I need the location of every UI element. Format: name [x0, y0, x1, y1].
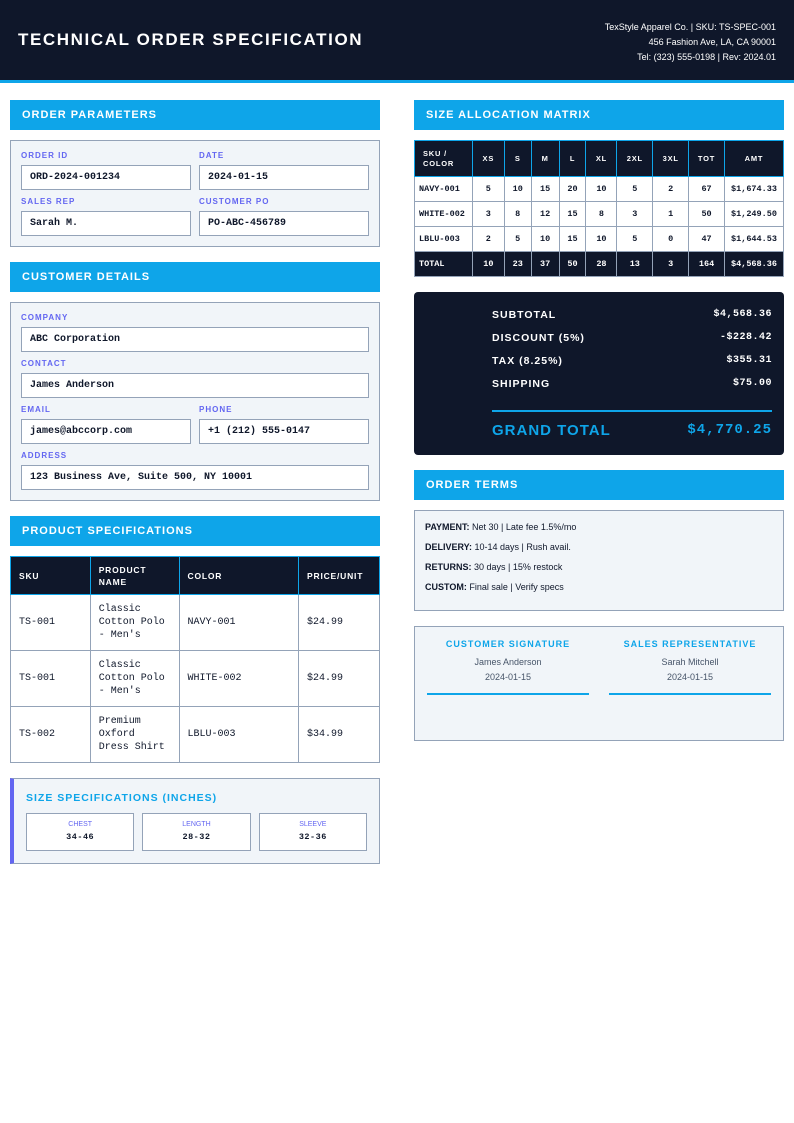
product-specs-header: PRODUCT SPECIFICATIONS: [10, 516, 380, 546]
amount-cell: $1,674.33: [725, 177, 784, 202]
signer-name: Sarah Mitchell: [661, 657, 719, 667]
column-header: PRICE/UNIT: [299, 557, 380, 595]
sku-color-cell: WHITE-002: [415, 202, 473, 227]
sales-rep-field: [21, 197, 191, 236]
table-row: [11, 707, 380, 763]
qty-cell: 50: [559, 252, 586, 277]
qty-cell: 8: [504, 202, 531, 227]
company-value[interactable]: ABC Corporation: [21, 327, 369, 352]
size-spec-chest: [26, 813, 134, 851]
column-header: L: [559, 141, 586, 177]
column-header: M: [531, 141, 559, 177]
grand-total-label: GRAND TOTAL: [492, 422, 611, 439]
column-header: S: [504, 141, 531, 177]
term-payment: [425, 522, 773, 542]
price-cell: $24.99: [299, 595, 380, 651]
qty-cell: 10: [586, 227, 617, 252]
company-info-line: TexStyle Apparel Co. | SKU: TS-SPEC-001: [604, 22, 776, 32]
address-value[interactable]: 123 Business Ave, Suite 500, NY 10001: [21, 465, 369, 490]
total-cell: 164: [689, 252, 725, 277]
term-text: 10-14 days | Rush avail.: [472, 542, 571, 552]
line-label: SHIPPING: [492, 378, 551, 390]
page-title: TECHNICAL ORDER SPECIFICATION: [18, 30, 364, 49]
table-row: [11, 595, 380, 651]
left-column: [10, 100, 380, 864]
totals-panel: [414, 292, 784, 455]
qty-cell: 13: [617, 252, 653, 277]
product-specs-table: [10, 556, 380, 763]
qty-cell: 28: [586, 252, 617, 277]
tax-line: [492, 355, 772, 378]
field-label: ADDRESS: [21, 451, 68, 460]
sku-color-cell: LBLU-003: [415, 227, 473, 252]
sku-cell: TS-001: [11, 651, 91, 707]
column-header: 2XL: [617, 141, 653, 177]
product-name-cell: Classic Cotton Polo - Men's: [90, 595, 179, 651]
date-value[interactable]: 2024-01-15: [199, 165, 369, 190]
size-specs-title: SIZE SPECIFICATIONS (INCHES): [26, 792, 218, 804]
company-info-line: Tel: (323) 555-0198 | Rev: 2024.01: [637, 52, 776, 62]
amount-cell: $4,568.36: [725, 252, 784, 277]
color-cell: WHITE-002: [179, 651, 299, 707]
size-specs-panel: [10, 778, 380, 864]
qty-cell: 8: [586, 202, 617, 227]
line-label: DISCOUNT (5%): [492, 332, 585, 344]
term-text: Final sale | Verify specs: [466, 582, 564, 592]
sku-cell: TS-002: [11, 707, 91, 763]
term-text: 30 days | 15% restock: [471, 562, 563, 572]
term-text: Net 30 | Late fee 1.5%/mo: [469, 522, 577, 532]
column-header: PRODUCT NAME: [90, 557, 179, 595]
size-spec-value: 34-46: [66, 832, 95, 842]
term-custom: [425, 582, 773, 602]
customer-details-panel: [10, 302, 380, 501]
product-name-cell: Premium Oxford Dress Shirt: [90, 707, 179, 763]
product-name-cell: Classic Cotton Polo - Men's: [90, 651, 179, 707]
term-returns: [425, 562, 773, 582]
qty-cell: 37: [531, 252, 559, 277]
size-spec-label: LENGTH: [182, 821, 211, 828]
order-parameters-header: ORDER PARAMETERS: [10, 100, 380, 130]
order-parameters-panel: [10, 140, 380, 247]
signature-line: [427, 693, 589, 695]
total-cell: 47: [689, 227, 725, 252]
signature-line: [609, 693, 771, 695]
table-header-row: [415, 141, 784, 177]
total-label-cell: TOTAL: [415, 252, 473, 277]
customer-signature-block[interactable]: [427, 639, 589, 740]
color-cell: NAVY-001: [179, 595, 299, 651]
total-cell: 67: [689, 177, 725, 202]
qty-cell: 15: [559, 227, 586, 252]
qty-cell: 20: [559, 177, 586, 202]
company-info: [605, 20, 776, 65]
term-key: DELIVERY:: [425, 542, 473, 552]
column-header: XL: [586, 141, 617, 177]
qty-cell: 12: [531, 202, 559, 227]
column-header: AMT: [725, 141, 784, 177]
page-header: [0, 0, 794, 83]
field-label: DATE: [199, 151, 225, 160]
sales-rep-value[interactable]: Sarah M.: [21, 211, 191, 236]
qty-cell: 5: [504, 227, 531, 252]
qty-cell: 15: [531, 177, 559, 202]
phone-value[interactable]: +1 (212) 555-0147: [199, 419, 369, 444]
field-label: ORDER ID: [21, 151, 69, 160]
size-matrix-header: SIZE ALLOCATION MATRIX: [414, 100, 784, 130]
table-row: [415, 202, 784, 227]
qty-cell: 15: [559, 202, 586, 227]
qty-cell: 5: [472, 177, 504, 202]
qty-cell: 0: [653, 227, 689, 252]
shipping-line: [492, 378, 772, 401]
field-label: CUSTOMER PO: [199, 197, 270, 206]
column-header: XS: [472, 141, 504, 177]
company-info-line: 456 Fashion Ave, LA, CA 90001: [648, 37, 776, 47]
sales-rep-signature-block[interactable]: [609, 639, 771, 740]
qty-cell: 10: [531, 227, 559, 252]
price-cell: $24.99: [299, 651, 380, 707]
qty-cell: 2: [653, 177, 689, 202]
sku-color-cell: NAVY-001: [415, 177, 473, 202]
column-header: TOT: [689, 141, 725, 177]
amount-cell: $1,644.53: [725, 227, 784, 252]
field-label: COMPANY: [21, 313, 69, 322]
size-spec-sleeve: [259, 813, 367, 851]
size-spec-label: SLEEVE: [299, 821, 327, 828]
qty-cell: 23: [504, 252, 531, 277]
term-key: PAYMENT:: [425, 522, 470, 532]
qty-cell: 10: [586, 177, 617, 202]
field-label: PHONE: [199, 405, 233, 414]
line-value: -$228.42: [719, 332, 772, 343]
qty-cell: 2: [472, 227, 504, 252]
term-key: RETURNS:: [425, 562, 472, 572]
table-row: [11, 651, 380, 707]
phone-field: [199, 405, 369, 451]
customer-po-value[interactable]: PO-ABC-456789: [199, 211, 369, 236]
table-row: [415, 177, 784, 202]
grand-total-value: $4,770.25: [687, 422, 772, 438]
size-spec-length: [142, 813, 250, 851]
column-header: 3XL: [653, 141, 689, 177]
total-cell: 50: [689, 202, 725, 227]
signer-name: James Anderson: [474, 657, 542, 667]
signature-date: 2024-01-15: [666, 672, 714, 682]
color-cell: LBLU-003: [179, 707, 299, 763]
line-label: SUBTOTAL: [492, 309, 557, 321]
qty-cell: 5: [617, 227, 653, 252]
qty-cell: 3: [472, 202, 504, 227]
line-value: $4,568.36: [713, 309, 772, 320]
line-value: $75.00: [732, 378, 772, 389]
size-spec-value: 32-36: [298, 832, 327, 842]
line-value: $355.31: [726, 355, 772, 366]
signature-label: CUSTOMER SIGNATURE: [445, 639, 571, 649]
order-id-field: [21, 151, 191, 197]
qty-cell: 10: [504, 177, 531, 202]
order-id-value[interactable]: ORD-2024-001234: [21, 165, 191, 190]
size-spec-value: 28-32: [182, 832, 211, 842]
column-header: SKU: [11, 557, 91, 595]
email-field: [21, 405, 191, 451]
sku-cell: TS-001: [11, 595, 91, 651]
line-label: TAX (8.25%): [492, 355, 563, 367]
order-terms-panel: [414, 510, 784, 611]
totals-divider: [492, 410, 772, 412]
qty-cell: 5: [617, 177, 653, 202]
signatures-panel: [414, 626, 784, 741]
signature-label: SALES REPRESENTATIVE: [623, 639, 757, 649]
qty-cell: 3: [617, 202, 653, 227]
discount-line: [492, 332, 772, 355]
total-row: [415, 252, 784, 277]
order-terms-header: ORDER TERMS: [414, 470, 784, 500]
term-key: CUSTOM:: [425, 582, 467, 592]
subtotal-line: [492, 309, 772, 332]
amount-cell: $1,249.50: [725, 202, 784, 227]
term-delivery: [425, 542, 773, 562]
date-field: [199, 151, 369, 197]
grand-total-line: [492, 422, 772, 439]
size-spec-label: CHEST: [68, 821, 93, 828]
table-header-row: [11, 557, 380, 595]
qty-cell: 10: [472, 252, 504, 277]
qty-cell: 3: [653, 252, 689, 277]
column-header: SKU / COLOR: [415, 141, 473, 177]
size-matrix-table: [414, 140, 784, 277]
contact-value[interactable]: James Anderson: [21, 373, 369, 398]
customer-po-field: [199, 197, 369, 236]
email-value[interactable]: james@abccorp.com: [21, 419, 191, 444]
right-column: [414, 100, 784, 741]
table-row: [415, 227, 784, 252]
field-label: CONTACT: [21, 359, 67, 368]
signature-date: 2024-01-15: [484, 672, 532, 682]
customer-details-header: CUSTOMER DETAILS: [10, 262, 380, 292]
price-cell: $34.99: [299, 707, 380, 763]
field-label: SALES REP: [21, 197, 76, 206]
field-label: EMAIL: [21, 405, 51, 414]
column-header: COLOR: [179, 557, 299, 595]
qty-cell: 1: [653, 202, 689, 227]
